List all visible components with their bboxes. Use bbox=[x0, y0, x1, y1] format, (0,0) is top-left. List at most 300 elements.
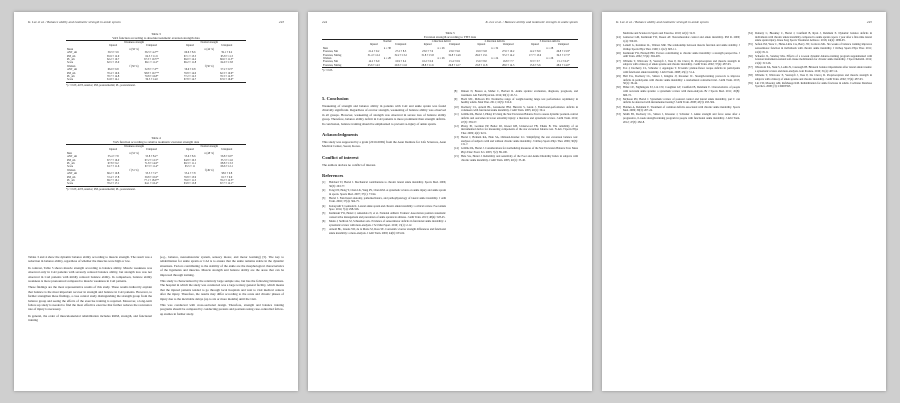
body-column-left bbox=[616, 32, 740, 125]
reference-item bbox=[322, 189, 446, 196]
table-note: *p < 0.05; ANT, anterior; PM, posteromedial; PL, posterolateral. bbox=[66, 187, 136, 191]
cell: 62.5 ± 11.9 bbox=[145, 54, 158, 58]
cell: 31.8 ± 15.8 bbox=[421, 53, 434, 57]
reference-number: [15] bbox=[454, 155, 459, 159]
reference-list bbox=[322, 181, 446, 235]
cell: 77.1 ± 18.0** bbox=[144, 179, 160, 183]
reference-number: [1] bbox=[322, 181, 326, 185]
row-label: PM_sm bbox=[67, 54, 76, 58]
table-body bbox=[66, 152, 246, 187]
reference-item bbox=[748, 55, 872, 66]
reference-text: Wikstrom EA, Naik S, Lodha N, Cauraugh JH. Bilateral balance impairments after lateral ankle trauma: a systematic review and meta-analysis. Gait Posture. 2010; 31(4): 407-14. bbox=[755, 66, 872, 73]
reference-number: [6] bbox=[322, 220, 326, 224]
cell: 59.3 ± 3.9 bbox=[107, 51, 119, 55]
reference-item bbox=[616, 113, 740, 124]
reference-number: [3] bbox=[322, 196, 326, 200]
cell: 26.8 ± 13.9* bbox=[556, 50, 571, 54]
reference-number: [7] bbox=[322, 227, 326, 231]
running-head bbox=[616, 20, 872, 24]
reference-number bbox=[616, 32, 623, 36]
cell: 71.8 ± 14.6* bbox=[144, 162, 159, 166]
reference-item bbox=[322, 220, 446, 227]
cell: n (56 %) bbox=[129, 47, 139, 51]
reference-item bbox=[616, 98, 740, 105]
reference-item bbox=[748, 66, 872, 73]
section-heading: 5. Conclusion bbox=[322, 96, 349, 101]
row-label: ANT_sm bbox=[67, 172, 78, 176]
table-subheader: Uninjured bbox=[146, 44, 158, 48]
table-note: *p < 0.05; ANT, anterior; PM, posteromedial; PL, posterolateral. bbox=[66, 83, 136, 87]
cell: 53.3 ± 7.2* bbox=[145, 172, 158, 176]
cell: 58.8 ± 10.7** bbox=[144, 71, 160, 75]
cell: 57.2 ± 9.3* bbox=[220, 68, 233, 72]
row-label: Women bbox=[67, 64, 76, 68]
cell: 21.4 ± 9.2 bbox=[368, 50, 380, 54]
cell: 70.4 ± 10.6 bbox=[107, 71, 120, 75]
reference-item bbox=[616, 75, 740, 86]
cell: 62.2 ± 10.7 bbox=[107, 58, 120, 62]
cell: 63.8 ± 15.8 bbox=[172, 182, 207, 186]
cell: 69.3 ± 11.1 bbox=[183, 162, 197, 166]
running-head-text: K. Lee et al. / Balance ability and isokinetic strength in ankle sprain bbox=[485, 20, 578, 24]
cell: 70.2 ± 12.5* bbox=[219, 179, 234, 183]
row-label: PM_sm bbox=[67, 158, 76, 162]
cell: 61.7 ± 9.9 bbox=[221, 175, 233, 179]
reference-number: [5] bbox=[322, 212, 326, 216]
table-subheader: Injured bbox=[531, 43, 539, 47]
table-subheader: Uninjured bbox=[221, 44, 233, 48]
table-row bbox=[322, 64, 578, 68]
cell: 58.0 ± 9.8 bbox=[221, 172, 233, 176]
cell: 25.8 ± 11.8 bbox=[468, 64, 495, 68]
cell: 15.1 ± 6.2* bbox=[557, 60, 570, 64]
reference-text: Hiller CE, Nightingale EJ, Lin CW, Coughlan GF, Caulfield B, Delahunt E. Characteristics of people with recurrent ankle sprains: a systematic review with meta-analysis. Br J Sports Med. 2011; 45(8): 660-72. bbox=[623, 86, 740, 97]
reference-number: [32] bbox=[616, 105, 621, 109]
reference-item bbox=[616, 36, 740, 43]
paragraph: Weakening of strength and balance ability in patients with CAI and ankle sprain was found clinically significant. Regardless of evertor strength, weakening of balance ability was observed in all groups. However, weakening of strength was observed in severe loss of balance ability group. Therefore, balance ability deficit in CAI patients is more prominent than strength deficits. In conclusion, balance training should be emphasized to prevent re-injury of ankle sprain. bbox=[322, 104, 446, 126]
reference-text: Hall EA, Docherty CL, Simon J, Kingma JJ, Klossner JC. Strength-training protocols to improve deficits in participants with chronic ankle instability: a randomized controlled trial. J Athl Train. 2015; 50(1): 36-44. bbox=[623, 75, 740, 86]
row-label: Eversion, Nm bbox=[323, 60, 338, 64]
running-head bbox=[322, 20, 578, 24]
reference-number: [25] bbox=[616, 43, 621, 47]
reference-text: Smith BI, Docherty CL, Simon J, Klossner J, Schrader J. Ankle strength and force sense after a progressive, 6-week strength-training program in people with functional ankle instability. J Athl Train. 2012; 47(3): 282-8. bbox=[623, 113, 740, 124]
table-4 bbox=[66, 136, 246, 191]
reference-item bbox=[454, 113, 578, 124]
cell: 15.6 ± 5.6 bbox=[522, 64, 549, 68]
page-number: 244 bbox=[322, 20, 328, 24]
table-group-header: Normal strength bbox=[172, 41, 246, 45]
row-label: Men bbox=[323, 46, 328, 50]
cell: 56.8 ± 9.0* bbox=[220, 155, 233, 159]
table-5 bbox=[322, 31, 578, 72]
row-label: Eversion, Nm bbox=[323, 50, 338, 54]
cell: n = 28 bbox=[383, 57, 391, 61]
cell: 28.0 ± 14.0* bbox=[548, 64, 578, 68]
reference-item bbox=[616, 44, 740, 51]
cell: 56.3 ± 4.2** bbox=[144, 51, 159, 55]
table-subheader: Injured bbox=[109, 148, 118, 152]
cell: 56.9 ± 9.8 bbox=[184, 68, 196, 72]
paragraph: Tables 3 and 4 show the dynamic balance ability according to muscle strength. The result was a reduction in balance ability, regardless of whether the muscles were high or low. bbox=[28, 255, 152, 264]
cell: 55.8 ± 8.2* bbox=[145, 155, 158, 159]
cell: 16.8 ± 7.7 bbox=[502, 60, 514, 64]
cell: 60.6 ± 8.6 bbox=[184, 51, 196, 55]
paragraph: In general, the order of musculoskeletal rehabilitation includes ROM, strength, and functional training bbox=[28, 313, 152, 323]
cell: 72.4 ± 17.8 bbox=[107, 175, 120, 179]
reference-text: Hubbard TJ, Hertel J. Mechanical contributions to chronic lateral ankle instability. Sports Med. 2006; 36(3): 263-77. bbox=[329, 181, 446, 188]
reference-text: Hoch MC, McKeon PO. Normative range of weight-bearing lunge test performance asymmetry in healthy adults. Man Ther. 2011; 16(5): 516-9. bbox=[461, 97, 578, 105]
cell: 59.1 ± 9.2 bbox=[221, 51, 233, 55]
cell: 67.2 ± 12.5* bbox=[144, 158, 159, 162]
reference-item bbox=[616, 86, 740, 97]
reference-text: Plisky PJ, Gorman PP, Butler RJ, Kiesel KB, Underwood FB, Elkins B. The reliability of an instrumented device for measuring components of the star excursion balance test. N Am J Sports Phys Ther. 2009; 4(2): 92-9. bbox=[461, 124, 578, 135]
body-column-right bbox=[454, 90, 578, 163]
reference-text: Lin CW, Moseley AM, Refshauge KM. Rehabilitation for ankle fractures in adults. Cochrane Database Syst Rev. 2008; (3): CD005595. bbox=[755, 81, 872, 89]
reference-text: Fox J, Docherty CL, Schrader J, Applegate T. Eccentric plantar-flexor torque deficits in participants with functional ankle instability. J Athl Train. 2008; 43(1): 51-4. bbox=[623, 67, 740, 74]
reference-text: Hertel J. Functional anatomy, pathomechanics, and pathophysiology of lateral ankle instability. J Athl Train. 2002; 37(4): 364-75. bbox=[329, 196, 446, 204]
cell: 55.3 ± 11.6 bbox=[220, 158, 233, 162]
row-label: PM_sm bbox=[67, 71, 76, 75]
row-label: PL_sm bbox=[67, 179, 75, 183]
reference-item bbox=[322, 205, 446, 212]
cell: 59.5 ± 14.0 bbox=[131, 78, 173, 82]
reference-number: [14] bbox=[454, 147, 459, 151]
cell: 65.9 ± 12.9 bbox=[107, 54, 120, 58]
page-number: 243 bbox=[278, 20, 284, 24]
reference-text: Sefton JM, Yarar C, Hicks-Little CA, Berry JW, Cordova ML. Six weeks of balance training improves sensorimotor function in individuals with chronic ankle instability. J Orthop Sports Phys Ther. 2011; 41(2): 81-9. bbox=[755, 43, 872, 54]
reference-number: [24] bbox=[616, 36, 621, 40]
reference-text: Lentell G, Katzman LL, Walters MR. The relationship between muscle function and ankle stability. J Orthop Sports Phys Ther. 1990; 11(12): 605-11. bbox=[623, 43, 740, 51]
table-row bbox=[66, 78, 246, 82]
reference-item bbox=[616, 32, 740, 36]
cell: 52.8 ± 7.4** bbox=[144, 68, 159, 72]
table-subheader: Uninjured bbox=[146, 148, 158, 152]
table-subheader: Injured bbox=[109, 44, 118, 48]
cell: 16.9 ± 6.2 bbox=[395, 60, 407, 64]
row-label: Score bbox=[67, 165, 74, 169]
cell: 15.6 ± 8.0 bbox=[475, 60, 487, 64]
cell: 67.7 ± 16.0 bbox=[107, 158, 120, 162]
reference-item bbox=[322, 197, 446, 204]
cell: n (44 %) bbox=[204, 47, 214, 51]
cell: 16.2 ± 6.6 bbox=[422, 60, 434, 64]
paragraph: In contrast, Table 5 shows muscle strength according to balance ability. Muscle weakness was observed only in CAI patients with severely reduced balance ability, but strength loss was not observed in CAI patients with mildly reduced balance ability. In comparison, balance ability weakness is more pronounced compared to muscle weakness in CAI patients. bbox=[28, 265, 152, 284]
reference-item bbox=[748, 74, 872, 81]
reference-number: [12] bbox=[454, 124, 459, 128]
cell: 15.4 ± 6.9 bbox=[449, 60, 460, 64]
reference-number: [38] bbox=[748, 73, 753, 77]
cell: 67.1 ± 13.5 bbox=[183, 54, 197, 58]
reference-item bbox=[748, 82, 872, 89]
cell: 37.2 ± 14.2 bbox=[502, 53, 515, 57]
cell: 70.8 ± 13.9 bbox=[183, 175, 197, 179]
cell: 61.8 ± 14.1 bbox=[96, 78, 131, 82]
reference-item bbox=[454, 106, 578, 113]
cell: 8.3 ± 3.7 bbox=[530, 60, 540, 64]
reference-number: [9] bbox=[454, 97, 458, 101]
cell: 23.6 ± 9.6 bbox=[449, 50, 460, 54]
reference-item bbox=[616, 106, 740, 113]
cell: 26.8 ± 12.7 bbox=[441, 64, 468, 68]
table-title: Eversion strength according to YBT data bbox=[423, 35, 477, 39]
cell: 66.0 ± 14.2 bbox=[183, 58, 197, 62]
cell: 25.6 ± 14.5 bbox=[360, 64, 387, 68]
cell: n = 26 bbox=[546, 57, 554, 61]
row-label: Score bbox=[66, 78, 96, 82]
cell: 66.1 ± 11.2* bbox=[144, 61, 159, 65]
page-245 bbox=[602, 12, 886, 391]
reference-text: Willems T, Witvrouw E, Verstuyft J, Vaes P, De Clercq D. Proprioception and muscle strength in subjects with a history of ankle sprains and chronic instability. J Athl Train. 2002; 37(4): 487-93. bbox=[755, 73, 872, 81]
reference-number: [26] bbox=[616, 51, 621, 55]
row-label: Eversion, Nm/kg bbox=[323, 53, 342, 57]
row-label: PL_sm bbox=[67, 58, 75, 62]
table-group-header: 2 direction deficits bbox=[468, 40, 522, 44]
body-column-left bbox=[322, 90, 446, 236]
table-group-header: Weakness strength bbox=[96, 145, 173, 149]
cell: n = 26 bbox=[437, 57, 445, 61]
page-number: 245 bbox=[866, 20, 872, 24]
table-subheader: Uninjured bbox=[502, 43, 514, 47]
cell: 31.4 ± 12.2 bbox=[367, 53, 380, 57]
cell: f (51 %) bbox=[129, 168, 139, 172]
cell: 67.7 ± 12.1* bbox=[208, 182, 246, 186]
cell: f (50 %) bbox=[129, 64, 139, 68]
section-heading: References bbox=[322, 173, 344, 179]
cell: 66.6 ± 11.3* bbox=[220, 58, 234, 62]
reference-number: [33] bbox=[616, 113, 621, 117]
cell: 14.2 ± 6.9 bbox=[368, 60, 380, 64]
cell: 64.9 ± 13.8 bbox=[220, 61, 233, 65]
cell: 28.8 ± 11.6 bbox=[414, 64, 441, 68]
row-label: Women bbox=[67, 168, 76, 172]
reference-number: [31] bbox=[616, 97, 621, 101]
reference-item bbox=[454, 136, 578, 147]
reference-item bbox=[616, 60, 740, 67]
cell: 53.6 ± 8.6 bbox=[184, 155, 196, 159]
running-head bbox=[28, 20, 284, 24]
cell: f (49 %) bbox=[204, 168, 214, 172]
reference-text: Holmes A, Delahunt E. Treatment of common deficits associated with chronic ankle instability. Sports Med. 2009; 39(3): 207-24. bbox=[623, 105, 740, 113]
cell: n (48 %) bbox=[204, 151, 214, 155]
paragraph: These findings are the most representative results of this study. These results indirectly explain that balance is the most important recover in strength and balance in CAI patients. However, to further strengthen these findings, a case control study distinguishing the strength group from the balance group and seeing the effects of the exercise training is required. Moreover, a long-term follow-up study is needed to find the most effective exercise that further reduces the recurrence rate of injury is necessary. bbox=[28, 285, 152, 312]
paragraph: This study is characterized by the relatively large sample size, but has the following limitations. The hospital in which the study was conducted was a large tertiary general facility, which means that the injured patients tended to go through local hospitals and wait to visit medical centers after the injury. Therefore, the results may differ according to the acute and chronic phases of injury due to the inevitable delays (up to six or more months) until the visit. bbox=[160, 279, 284, 301]
cell: 59.8 ± 10.6* bbox=[144, 175, 159, 179]
cell: 65.5 ± 11 bbox=[184, 165, 196, 169]
reference-list bbox=[454, 90, 578, 162]
reference-text: Fong DT, Hong Y, Chan LK, Yung PS, Chan KM. A systematic review on ankle injury and ankle sprain in sports. Sports Med. 2007; 37(1): 73-94. bbox=[329, 189, 446, 196]
paragraph: (e.g., balance, neuromuscular system, sensory motor, and motor learning) [5]. The key to rehabilitation for ankle sprain or CAI is to ensure that the ankle remains stable in the dynamic situations. Factors contributing to the stability of the ankle are the morphological characteristics of the ligaments and muscles. Muscle strength and balance ability are the areas that can be improved through training. bbox=[160, 255, 284, 277]
cell: 67.8 ± 9.2 bbox=[107, 162, 119, 166]
reference-item bbox=[322, 228, 446, 235]
cell: 29.6 ± 11.6 bbox=[387, 64, 414, 68]
cell: 62.5 ± 13.9 bbox=[107, 61, 120, 65]
cell: 70.3 ± 12.3* bbox=[219, 75, 234, 79]
cell: 70.2 ± 17.1 bbox=[96, 182, 131, 186]
cell: 67.3 ± 10.3** bbox=[144, 58, 160, 62]
reference-item bbox=[454, 98, 578, 105]
reference-number: [2] bbox=[322, 189, 326, 193]
cell: 66.2 ± 11.8 bbox=[183, 61, 197, 65]
table-body bbox=[66, 48, 246, 83]
page-244 bbox=[308, 12, 592, 391]
reference-text: Kobayashi T, Gamada K. Lateral ankle sprain and chronic ankle instability: a critical review. Foot Ankle Spec. 2014; 7(4): 298-326. bbox=[329, 204, 446, 212]
section-heading: Conflict of interest bbox=[322, 154, 359, 160]
cell: 70.8 ± 14.0 bbox=[183, 71, 197, 75]
reference-text: Gribble PA, Hertel J. Considerations for normalizing measures of the Star Excursion Balance Test. Meas Phys Educ Exerc Sci. 2003; 7(2): 89-100. bbox=[461, 147, 579, 155]
cell: 64.8 ± 10.5 bbox=[183, 158, 197, 162]
paragraph: The authors declare no conflict of interest. bbox=[322, 162, 377, 167]
table-subheader: Uninjured bbox=[221, 148, 233, 152]
table-note: *p < 0.05. bbox=[322, 69, 333, 73]
reference-item bbox=[454, 125, 578, 136]
cell: 64.1 ± 16.4* bbox=[131, 182, 173, 186]
reference-text: Schaefer JL, Sandrey MA. Effects of a 4-week dynamic-balance-training program supplemented with Graston instrument-assisted soft-tissue mobilization for chronic ankle instability. J Sport Rehabil. 2012; 21(4): 313-26. bbox=[755, 54, 872, 65]
paragraph: This was conducted with cross-sectional design. Therefore, strength and balance training programs should be compared by conducting pretests and posttests using case-controlled follow-up studies in further study. bbox=[160, 303, 284, 316]
reference-text: Hale SA, Hertel J. Reliability and sensitivity of the Foot and Ankle Disability Index in subjects with chronic ankle instability. J Athl Train. 2005; 40(1): 35-40. bbox=[461, 155, 578, 162]
reference-text: Willems T, Witvrouw E, Verstuyft J, Vaes P, De Clercq D. Proprioception and muscle strength in subjects with a history of ankle sprains and chronic instability. J Athl Train. 2002; 37(4): 487-93. bbox=[623, 59, 740, 67]
cell: n = 38 bbox=[383, 46, 391, 50]
reference-item bbox=[748, 32, 872, 43]
cell: 76.0 ± 11.5 bbox=[183, 179, 197, 183]
section-heading: Acknowledgments bbox=[322, 132, 358, 138]
reference-text: McKeon PO, Hertel J. Systematic review of postural control and lateral ankle instability, part I: can deficits be detected with instrumented testing? J Athl Train. 2008; 43(3): 293-304. bbox=[623, 97, 740, 105]
cell: 67.6 ± 16.9* bbox=[208, 78, 246, 82]
data-table bbox=[322, 39, 578, 68]
row-label: ANT_sm bbox=[67, 51, 78, 55]
table-caption: Table 5 bbox=[445, 31, 455, 35]
table-group-header: 1 direction deficit bbox=[414, 40, 468, 44]
cell: 28.0 ± 14.5 bbox=[495, 64, 522, 68]
reference-number: [36] bbox=[748, 54, 753, 58]
reference-text: Gutierrez GM, Kaminski TW, Douex AT. Neuromuscular control and ankle instability. PM R. 2009; 1(4): 359-65. bbox=[623, 36, 740, 43]
reference-text: Kaminski TW, Hartsell HD. Factors contributing to chronic ankle instability: a strength perspective. J Athl Train. 2002; 37(4): 394-405. bbox=[623, 51, 740, 59]
cell: 27.6 ± 10.2 bbox=[502, 50, 515, 54]
cell: 61.7 ± 11.6 bbox=[107, 165, 120, 169]
reference-number: [4] bbox=[322, 204, 326, 208]
row-label: PL_sm bbox=[67, 162, 75, 166]
table-subheader: Uninjured bbox=[395, 43, 407, 47]
running-head-text: K. Lee et al. / Balance ability and isokinetic strength in ankle sprain bbox=[616, 20, 709, 24]
row-label: PM_sm bbox=[67, 175, 76, 179]
row-label: ANT_sm bbox=[67, 68, 78, 72]
row-label: Women bbox=[323, 57, 332, 61]
cell: 66.6 ± 12.1 bbox=[220, 165, 233, 169]
table-group-header: Normal strength bbox=[172, 145, 246, 149]
paragraph: This study was supported by a grant (2010-0069) from the Asan Institute for Life Sciences, Asan Medical Center, Seoul, Korea. bbox=[322, 140, 446, 149]
cell: 32.2 ± 13.2 bbox=[394, 53, 407, 57]
reference-text: Gribble PA, Hertel J, Plisky P. Using the Star Excursion Balance Test to assess dynamic postural-control deficits and outcomes in lower extremity injury: a literature and systematic review. J Athl Train. 2012; 47(3): 339-57. bbox=[461, 113, 578, 124]
cell: 67.8 ± 14.7 bbox=[172, 78, 207, 82]
data-table bbox=[66, 40, 246, 83]
cell: 12.2 ± 8.9 bbox=[529, 50, 541, 54]
reference-item bbox=[454, 155, 578, 162]
reference-item bbox=[454, 90, 578, 97]
table-caption: Table 3 bbox=[151, 32, 161, 36]
cell: 77.2 ± 12.5 bbox=[183, 75, 197, 79]
reference-text: Medicine and Science in Sports and Exercise. 2010; 42(1): 52-8. bbox=[623, 32, 696, 35]
reference-item bbox=[454, 147, 578, 154]
table-row bbox=[66, 182, 246, 186]
reference-text: Kaminski TW, Hertel J, Amendola N, et al. National Athletic Trainers' Association position statement: conservative management and prevention of ankle sprains in athletes. J Athl Train. 2013; 48(4): 528-45. bbox=[329, 212, 446, 219]
table-group-header: Weakness strength bbox=[96, 41, 173, 45]
cell: 23.0 ± 7.9 bbox=[422, 50, 434, 54]
cell: 65.8 ± 11.3 bbox=[220, 54, 233, 58]
row-label: Mean bbox=[67, 47, 74, 51]
cell: n (52 %) bbox=[129, 151, 139, 155]
row-label: PL_sm bbox=[67, 75, 75, 79]
reference-number: [35] bbox=[748, 43, 753, 47]
reference-text: Dinsen N, Basaru A, Maher C, Herbert R. Ankle sprains: evaluation, diagnosis, prognosis, and treatment. Am Fam Physician. 2014; 90(1): 45-51. bbox=[461, 90, 578, 97]
cell: 55.4 ± 7.8 bbox=[107, 155, 119, 159]
cell: 62.3 ± 10.9* bbox=[219, 71, 234, 75]
table-subheader: Injured bbox=[186, 148, 194, 152]
table-title: VAS function according to relative isokinetic eversion strength data bbox=[112, 140, 200, 144]
cell: 66.0 ± 6.8 bbox=[107, 68, 119, 72]
body-column-left bbox=[28, 255, 152, 325]
cell: 67.3 ± 11.4* bbox=[144, 165, 159, 169]
cell: 70.8 ± 16.8* bbox=[144, 75, 159, 79]
reference-item bbox=[616, 52, 740, 59]
body-column-right bbox=[160, 255, 284, 318]
reference-number: [39] bbox=[748, 81, 753, 85]
reference-item bbox=[616, 67, 740, 74]
table-3 bbox=[66, 32, 246, 87]
reference-list bbox=[616, 32, 740, 124]
cell: 29.6 ± 13.1 bbox=[475, 53, 488, 57]
cell: n = 32 bbox=[491, 46, 499, 50]
reference-number: [13] bbox=[454, 136, 459, 140]
reference-number: [27] bbox=[616, 59, 621, 63]
running-head-text: K. Lee et al. / Balance ability and isokinetic strength in ankle sprain bbox=[28, 20, 121, 24]
reference-number: [37] bbox=[748, 66, 753, 70]
cell: 27.2 ± 8.3 bbox=[395, 50, 407, 54]
row-label: Men bbox=[67, 151, 72, 155]
reference-number: [11] bbox=[454, 113, 459, 117]
reference-text: Doherty C, Bleakley C, Hertel J, Caulfield B, Ryan J, Delahunt E. Dynamic balance deficits in individuals with chronic ankle instability compared to ankle sprain copers 1 year after a first-time lateral ankle sprain injury. Knee Surg Sports Traumatol Arthrosc. 2016; 24(4): 1086-95. bbox=[755, 32, 872, 43]
reference-text: Docherty CL, Arnold BL, Gansneder BM, Hurwitz S, Gieck J. Functional-performance deficits in volunteers with functional ankle instability. J Athl Train. 2005; 40(1): 30-4. bbox=[461, 105, 578, 113]
table-subheader: Injured bbox=[423, 43, 432, 47]
cell: 66.2 ± 10.8 bbox=[107, 172, 120, 176]
row-label: Score bbox=[67, 61, 74, 65]
reference-number: [29] bbox=[616, 75, 621, 79]
reference-number: [28] bbox=[616, 67, 621, 71]
cell: 55.4 ± 7.8 bbox=[184, 172, 196, 176]
table-caption: Table 4 bbox=[151, 136, 161, 140]
reference-text: Arnold BL, Linens SW, de la Motte SJ, Ross SE. Concentric evertor strength differences and functional ankle instability: a meta-analysis. J Athl Train. 2009; 44(6): 653-62. bbox=[329, 227, 446, 235]
cell: n = 24 bbox=[491, 57, 499, 61]
table-subheader: Injured bbox=[186, 44, 194, 48]
reference-number: [10] bbox=[454, 105, 459, 109]
cell: f (50 %) bbox=[204, 64, 214, 68]
table-subheader: Injured bbox=[477, 43, 486, 47]
cell: 69.7 ± 16.1 bbox=[107, 179, 120, 183]
row-label: Eversion, Nm/kg bbox=[322, 64, 360, 68]
cell: 34.3 ± 17.5* bbox=[556, 53, 571, 57]
reference-number: [34] bbox=[748, 32, 753, 35]
reference-item bbox=[322, 181, 446, 188]
reference-item bbox=[322, 212, 446, 219]
cell: 70.7 ± 14.8 bbox=[107, 75, 120, 79]
reference-item bbox=[748, 43, 872, 54]
reference-list bbox=[748, 32, 872, 89]
data-table bbox=[66, 144, 246, 187]
cell: 68.8 ± 13.3 bbox=[220, 162, 233, 166]
body-column-right bbox=[748, 32, 872, 89]
page-243 bbox=[14, 12, 298, 391]
table-group-header: 3 direction deficits bbox=[522, 40, 578, 44]
reference-number: [30] bbox=[616, 86, 621, 90]
table-group-header: Normal bbox=[360, 40, 414, 44]
